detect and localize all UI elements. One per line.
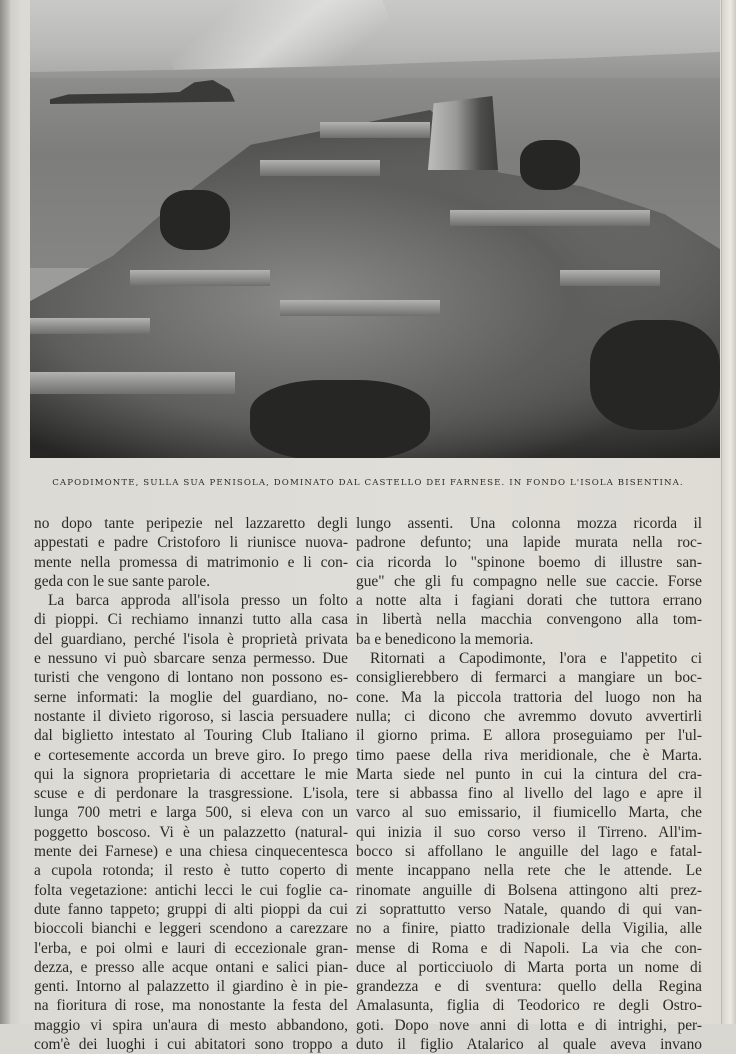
photo-caption: CAPODIMONTE, SULLA SUA PENISOLA, DOMINATO DAL CASTELLO DEI FARNESE. IN FONDO L'ISOLA BISENTINA.: [52, 478, 684, 488]
text-line: lunga 700 metri e larga 500, si eleva con un: [34, 804, 348, 822]
text-line: varco al suo emissario, il fiumicello Marta, che: [356, 804, 702, 822]
text-line: com'è dei luoghi i cui abitatori sono troppo a: [34, 1036, 348, 1054]
page-edge: [721, 0, 736, 1024]
text-line: na fioritura di rose, ma nonostante la festa del: [34, 997, 348, 1015]
text-line: mente dei Farnese) e una chiesa cinquecentesca: [34, 843, 348, 861]
text-line: bocco si affollano le anguille del lago e fatal-: [356, 843, 702, 861]
text-line: serne informati: la moglie del guardiano, no-: [34, 688, 348, 706]
text-line: tere si abbassa fino al livello del lago e apre il: [356, 785, 702, 803]
text-line: cone. Ma la piccola trattoria del luogo non ha: [356, 688, 702, 706]
photo-rooftops: [260, 160, 380, 176]
text-line: a cupola rotonda; il resto è tutto coperto di: [34, 862, 348, 880]
text-line: padrone defunto; una lapide murata nella roc-: [356, 534, 702, 552]
text-line: ba e benedicono la memoria.: [356, 630, 534, 648]
text-line: l'erba, e poi olmi e lauri di eccezionale gran-: [34, 939, 348, 957]
text-line: mente nella promessa di matrimonio e li con-: [34, 553, 348, 571]
text-line: cia ricorda lo "spinone boemo di illustre san-: [356, 553, 702, 571]
photo-trees: [520, 140, 580, 190]
photo-trees: [250, 380, 430, 458]
text-line: no dopo tante peripezie nel lazzaretto degli: [34, 515, 348, 532]
text-line: scuse e di perdonare la trasgressione. L'isola,: [34, 785, 348, 803]
text-column-left: [34, 514, 348, 1054]
photo-rooftops: [30, 318, 150, 334]
text-line: del guardiano, perché l'isola è proprietà privata: [34, 630, 348, 648]
photo-trees: [590, 320, 720, 430]
text-line: rinomate anguille di Bolsena attingono alti prez-: [356, 881, 702, 899]
text-line: duce al porticciuolo di Marta porta un nome di: [356, 958, 702, 976]
text-line: folta vegetazione: antichi lecci le cui foglie ca-: [34, 881, 348, 899]
text-line: appestati e padre Cristoforo li riunisce nuova-: [34, 534, 348, 552]
photo-farnese-castle: [428, 96, 498, 170]
text-line: dezza, e presso alle acque ontani e salici pian-: [34, 958, 348, 976]
text-line: zi soprattutto verso Natale, quando di qui van-: [356, 900, 702, 918]
text-line: lungo assenti. Una colonna mozza ricorda il: [356, 515, 702, 532]
text-line: La barca approda all'isola presso un folto: [48, 592, 348, 610]
text-line: e cortesemente accorda un breve giro. Io prego: [34, 746, 348, 764]
text-line: poggetto boscoso. Vi è un palazzetto (natural-: [34, 823, 348, 841]
binding-shadow: [0, 0, 10, 1024]
text-line: gue" che gli fu compagno nelle sue caccie. Forse: [356, 572, 702, 590]
photo-rooftops: [320, 122, 430, 138]
photo-rooftops: [280, 300, 440, 316]
photo-rooftops: [30, 372, 235, 394]
photo-rooftops: [130, 270, 270, 286]
text-line: a notte alta i fagiani dorati che tuttora errano: [356, 592, 702, 610]
text-line: grandezza e di sventura: quello della Regina: [356, 978, 702, 996]
photo-trees: [160, 190, 230, 250]
text-line: Ritornati a Capodimonte, l'ora e l'appetito ci: [370, 650, 702, 668]
text-line: qui la signora proprietaria di accettare le mie: [34, 765, 348, 783]
photo-rooftops: [450, 210, 650, 226]
text-line: geda con le sue sante parole.: [34, 572, 211, 590]
text-line: duto il figlio Atalarico al quale aveva invano: [356, 1036, 702, 1054]
text-line: nostante il divieto rigoroso, si lascia persuadere: [34, 707, 348, 725]
text-line: mense di Roma e di Napoli. La via che con-: [356, 939, 702, 957]
text-line: in libertà nella macchia convengono alla tom-: [356, 611, 702, 629]
text-line: goti. Dopo nove anni di lotta e di intrighi, per-: [356, 1016, 702, 1034]
photo-rooftops: [560, 270, 660, 286]
text-line: di pioppi. Ci rechiamo innanzi tutto alla casa: [34, 611, 348, 629]
text-line: Marta siede nel punto in cui la cintura del cra-: [356, 765, 702, 783]
text-line: genti. Intorno al palazzetto il giardino è in pie-: [34, 978, 348, 996]
text-line: no a finire, piatto tradizionale della Vigilia, alle: [356, 920, 702, 938]
text-line: mente incappano nella rete che le attende. Le: [356, 862, 702, 880]
text-column-right: [356, 514, 702, 1054]
text-line: turisti che vengono di lontano non possono es-: [34, 669, 348, 687]
text-line: qui inizia il suo corso verso il Tirreno. All'im-: [356, 823, 702, 841]
article-body: [34, 514, 702, 1054]
photograph-capodimonte: [30, 0, 720, 458]
text-line: timo paese della riva meridionale, che è Marta.: [356, 746, 702, 764]
text-line: bioccoli bianchi e leggeri scendono a carezzare: [34, 920, 348, 938]
text-line: dal biglietto intestato al Touring Club Italiano: [34, 727, 348, 745]
text-line: e nessuno vi può sbarcare senza permesso. Due: [34, 650, 348, 668]
text-line: nulla; ci dicono che avremmo dovuto avvertirli: [356, 707, 702, 725]
text-line: consiglierebbero di fermarci a mangiare un boc-: [356, 669, 702, 687]
text-line: maggio vi spira un'aura di mesto abbandono,: [34, 1016, 348, 1034]
text-line: dute fanno tappeto; gruppi di alti pioppi da cui: [34, 900, 348, 918]
text-line: il giorno prima. E allora proseguiamo per l'ul-: [356, 727, 702, 745]
text-line: Amalasunta, figlia di Teodorico re degli Ostro-: [356, 997, 702, 1015]
